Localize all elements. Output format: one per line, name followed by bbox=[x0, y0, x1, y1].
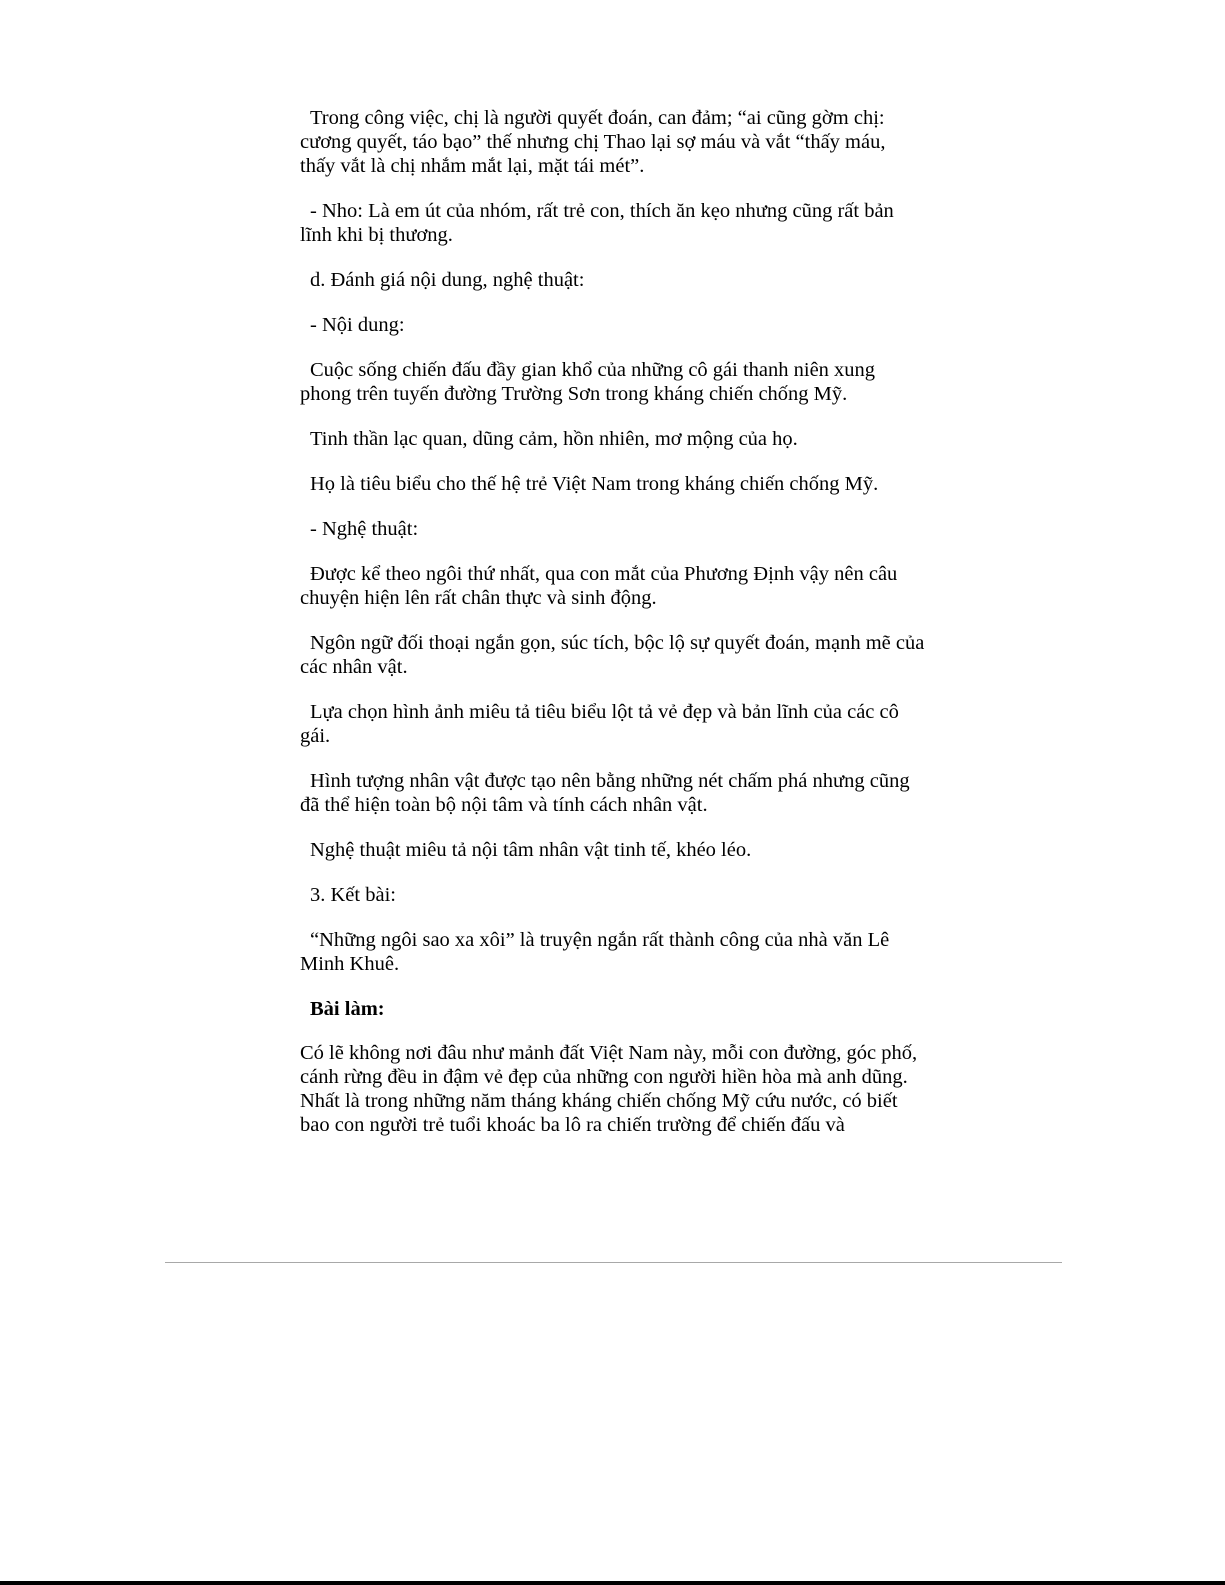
paragraph-tinh-than: Tinh thần lạc quan, dũng cảm, hồn nhiên, mơ mộng của họ. bbox=[310, 428, 798, 450]
document-page bbox=[300, 106, 925, 1158]
bottom-border bbox=[0, 1581, 1225, 1585]
paragraph-ngon-ngu: Ngôn ngữ đối thoại ngắn gọn, súc tích, bộc lộ sự quyết đoán, mạnh mẽ của các nhân vật. bbox=[300, 632, 925, 678]
paragraph-tieu-bieu: Họ là tiêu biểu cho thế hệ trẻ Việt Nam trong kháng chiến chống Mỹ. bbox=[310, 473, 879, 495]
heading-bai-lam: Bài làm: bbox=[310, 998, 385, 1020]
heading-ket-bai: 3. Kết bài: bbox=[310, 884, 396, 906]
paragraph-hinh-tuong: Hình tượng nhân vật được tạo nên bằng những nét chấm phá nhưng cũng đã thể hiện toàn bộ nội tâm và tính cách nhân vật. bbox=[300, 770, 910, 816]
paragraph-chi-thao: Trong công việc, chị là người quyết đoán, can đảm; “ai cũng gờm chị: cương quyết, táo bạo” thế nhưng chị Thao lại sợ máu và vắt “thấy máu, thấy vắt là chị nhắm mắt lại, mặt tái mét”. bbox=[300, 107, 886, 177]
paragraph-nho: - Nho: Là em út của nhóm, rất trẻ con, thích ăn kẹo nhưng cũng rất bản lĩnh khi bị thương. bbox=[300, 200, 894, 246]
paragraph-mo-dau: Có lẽ không nơi đâu như mảnh đất Việt Nam này, mỗi con đường, góc phố, cánh rừng đều in đậm vẻ đẹp của những con người hiền hòa mà anh dũng. Nhất là trong những năm tháng kháng chiến chống Mỹ cứu nước, có biết bao con người trẻ tuổi khoác ba lô ra chiến trường để chiến đấu và bbox=[300, 1042, 918, 1136]
paragraph-ket-luan: “Những ngôi sao xa xôi” là truyện ngắn rất thành công của nhà văn Lê Minh Khuê. bbox=[300, 929, 890, 975]
paragraph-cuoc-song: Cuộc sống chiến đấu đầy gian khổ của những cô gái thanh niên xung phong trên tuyến đường Trường Sơn trong kháng chiến chống Mỹ. bbox=[300, 359, 876, 405]
paragraph-ngoi-ke: Được kể theo ngôi thứ nhất, qua con mắt của Phương Định vậy nên câu chuyện hiện lên rất chân thực và sinh động. bbox=[300, 563, 898, 609]
heading-danh-gia: d. Đánh giá nội dung, nghệ thuật: bbox=[310, 269, 585, 291]
paragraph-hinh-anh: Lựa chọn hình ảnh miêu tả tiêu biểu lột tả vẻ đẹp và bản lĩnh của các cô gái. bbox=[300, 701, 899, 747]
heading-nghe-thuat: - Nghệ thuật: bbox=[310, 518, 419, 540]
heading-noi-dung: - Nội dung: bbox=[310, 314, 405, 336]
paragraph-noi-tam: Nghệ thuật miêu tả nội tâm nhân vật tinh tế, khéo léo. bbox=[310, 839, 752, 861]
page-divider bbox=[165, 1262, 1062, 1263]
